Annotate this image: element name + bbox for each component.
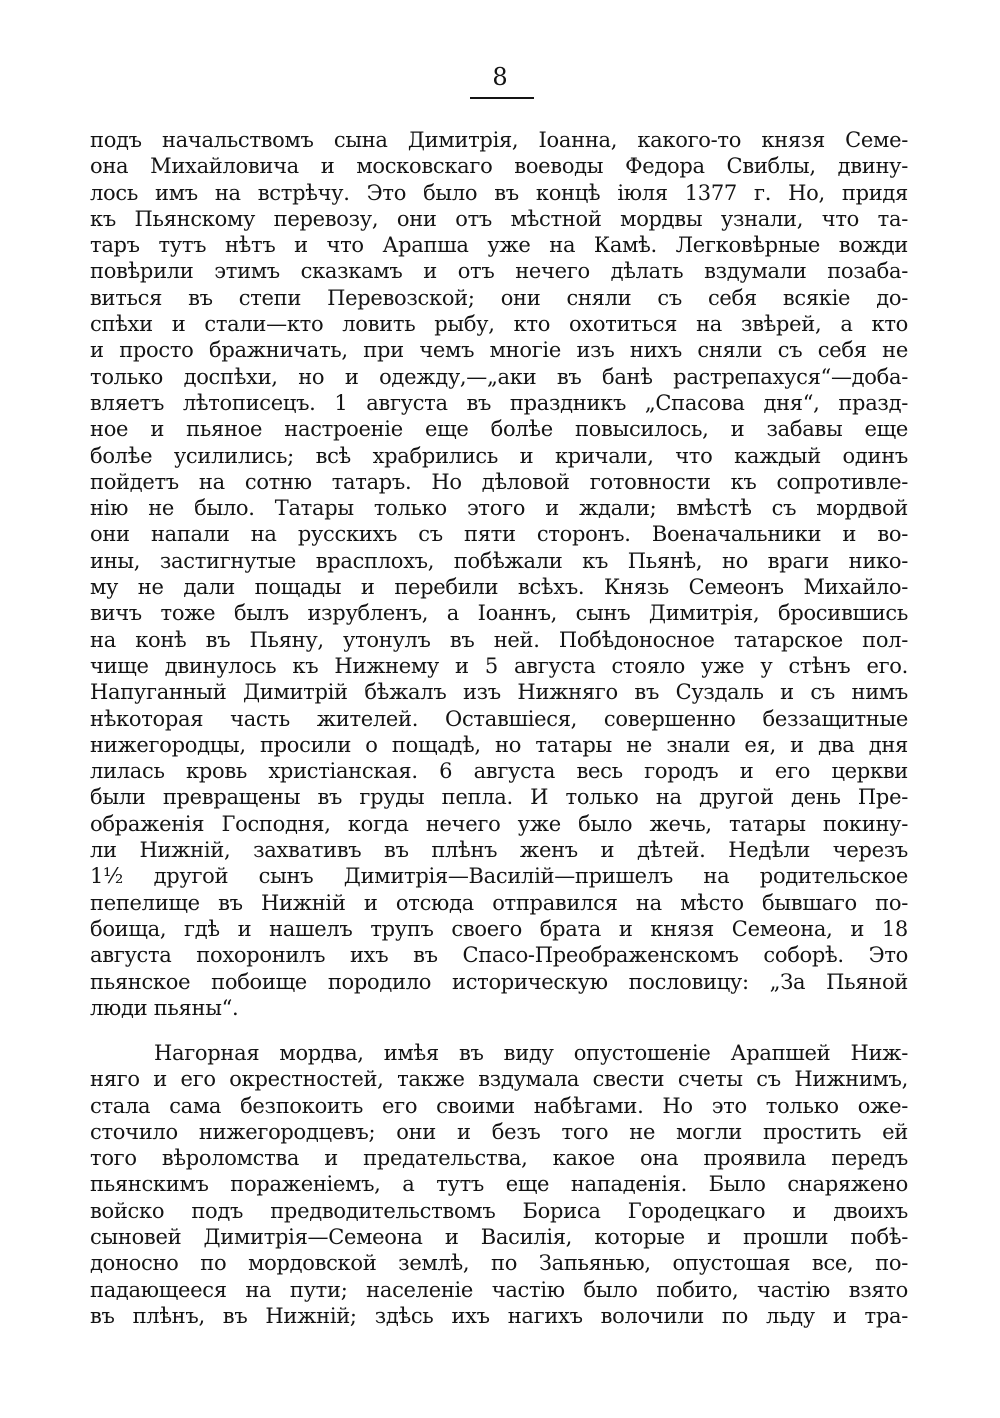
text-line: въ плѣнъ, въ Нижній; здѣсь ихъ нагихъ волочили по льду и тра- <box>90 1303 908 1328</box>
text-line: только доспѣхи, но и одежду,—„аки въ банѣ растрепахуся“—доба- <box>90 364 908 389</box>
page-number-rule <box>470 97 534 99</box>
text-line: войско подъ предводительствомъ Бориса Городецкаго и двоихъ <box>90 1198 908 1223</box>
page-number: 8 <box>492 63 508 91</box>
text-line: подъ начальствомъ сына Димитрія, Іоанна, какого-то князя Семе- <box>90 128 908 152</box>
text-line: нижегородцы, просили о пощадѣ, но татары не знали ея, и два дня <box>90 732 908 757</box>
text-line: нѣкоторая часть жителей. Оставшіеся, совершенно беззащитные <box>90 706 908 731</box>
text-line: люди пьяны“. <box>90 995 239 1020</box>
text-line: Напуганный Димитрій бѣжалъ изъ Нижняго въ Суздаль и съ нимъ <box>90 680 908 705</box>
text-line: она Михайловича и московскаго воеводы Федора Свиблы, двину- <box>90 154 908 179</box>
text-line: виться въ степи Перевозской; они сняли съ себя всякіе до- <box>90 285 908 310</box>
text-line: вляетъ лѣтописецъ. 1 августа въ праздникъ „Спасова дня“, празд- <box>90 390 908 415</box>
text-line: ли Нижній, захвативъ въ плѣнъ женъ и дѣтей. Недѣли черезъ <box>90 838 908 863</box>
text-line: на конѣ въ Пьяну, утонулъ въ ней. Побѣдоносное татарское пол- <box>90 627 908 652</box>
text-line: ображенія Господня, когда нечего уже было жечь, татары покину- <box>90 811 908 836</box>
paragraph-2 <box>90 1040 908 1329</box>
text-line: сточило нижегородцевъ; они и безъ того не могли простить ей <box>90 1119 908 1144</box>
text-line: пойдетъ на сотню татаръ. Но дѣловой готовности къ сопротивле- <box>90 469 908 494</box>
text-line: ное и пьяное настроеніе еще болѣе повысилось, и забавы еще <box>90 417 908 442</box>
text-line: того вѣроломства и предательства, какое она проявила передъ <box>90 1146 908 1171</box>
text-line: были превращены въ груды пепла. И только на другой день Пре- <box>90 785 908 810</box>
text-line: 1½ другой сынъ Димитрія—Василій—пришелъ на родительское <box>90 864 908 889</box>
text-line: му не дали пощады и перебили всѣхъ. Князь Семеонъ Михайло- <box>90 575 908 600</box>
text-line: они напали на русскихъ съ пяти сторонъ. Военачальники и во- <box>90 522 908 547</box>
text-line: болѣе усилились; всѣ храбрились и кричали, что каждый одинъ <box>90 443 908 468</box>
paragraph-1 <box>90 127 908 1021</box>
text-line: лось имъ на встрѣчу. Это было въ концѣ іюля 1377 г. Но, придя <box>90 180 908 205</box>
text-line: боища, гдѣ и нашелъ трупъ своего брата и князя Семеона, и 18 <box>90 916 908 941</box>
text-line: чище двинулось къ Нижнему и 5 августа стояло уже у стѣнъ его. <box>90 653 908 678</box>
text-line: пепелище въ Нижній и отсюда отправился на мѣсто бывшаго по- <box>90 890 908 915</box>
text-line: къ Пьянскому перевозу, они отъ мѣстной мордвы узнали, что та- <box>90 206 908 231</box>
text-line: Нагорная мордва, имѣя въ виду опустошеніе Арапшей Ниж- <box>154 1041 908 1065</box>
text-line: падающееся на пути; населеніе частію было побито, частію взято <box>90 1277 908 1302</box>
text-line: няго и его окрестностей, также вздумала свести счеты съ Нижнимъ, <box>90 1067 908 1092</box>
text-line: сыновей Димитрія—Семеона и Василія, которые и прошли побѣ- <box>90 1225 908 1250</box>
text-line: лилась кровь христіанская. 6 августа весь городъ и его церкви <box>90 759 908 784</box>
text-line: августа похоронилъ ихъ въ Спасо-Преображенскомъ соборѣ. Это <box>90 943 908 968</box>
text-line: повѣрили этимъ сказкамъ и отъ нечего дѣлать вздумали позаба- <box>90 259 908 284</box>
text-line: нію не было. Татары только этого и ждали; вмѣстѣ съ мордвой <box>90 496 908 521</box>
text-line: спѣхи и стали—кто ловить рыбу, кто охотиться на звѣрей, а кто <box>90 312 908 337</box>
text-line: стала сама безпокоить его своими набѣгами. Но это только оже- <box>90 1093 908 1118</box>
text-line: вичъ тоже былъ изрубленъ, а Іоаннъ, сынъ Димитрія, бросившись <box>90 601 908 626</box>
text-line: и просто бражничать, при чемъ многіе изъ нихъ сняли съ себя не <box>90 338 908 363</box>
text-line: пьянскимъ пораженіемъ, а тутъ еще нападенія. Было снаряжено <box>90 1172 908 1197</box>
text-line: таръ тутъ нѣтъ и что Арапша уже на Камѣ. Легковѣрные вожди <box>90 233 908 258</box>
text-line: доносно по мордовской землѣ, по Запьянью, опустошая все, по- <box>90 1251 908 1276</box>
text-line: пьянское побоище породило историческую пословицу: „За Пьяной <box>90 969 908 994</box>
text-line: ины, застигнутые врасплохъ, побѣжали къ Пьянѣ, но враги нико- <box>90 548 908 573</box>
